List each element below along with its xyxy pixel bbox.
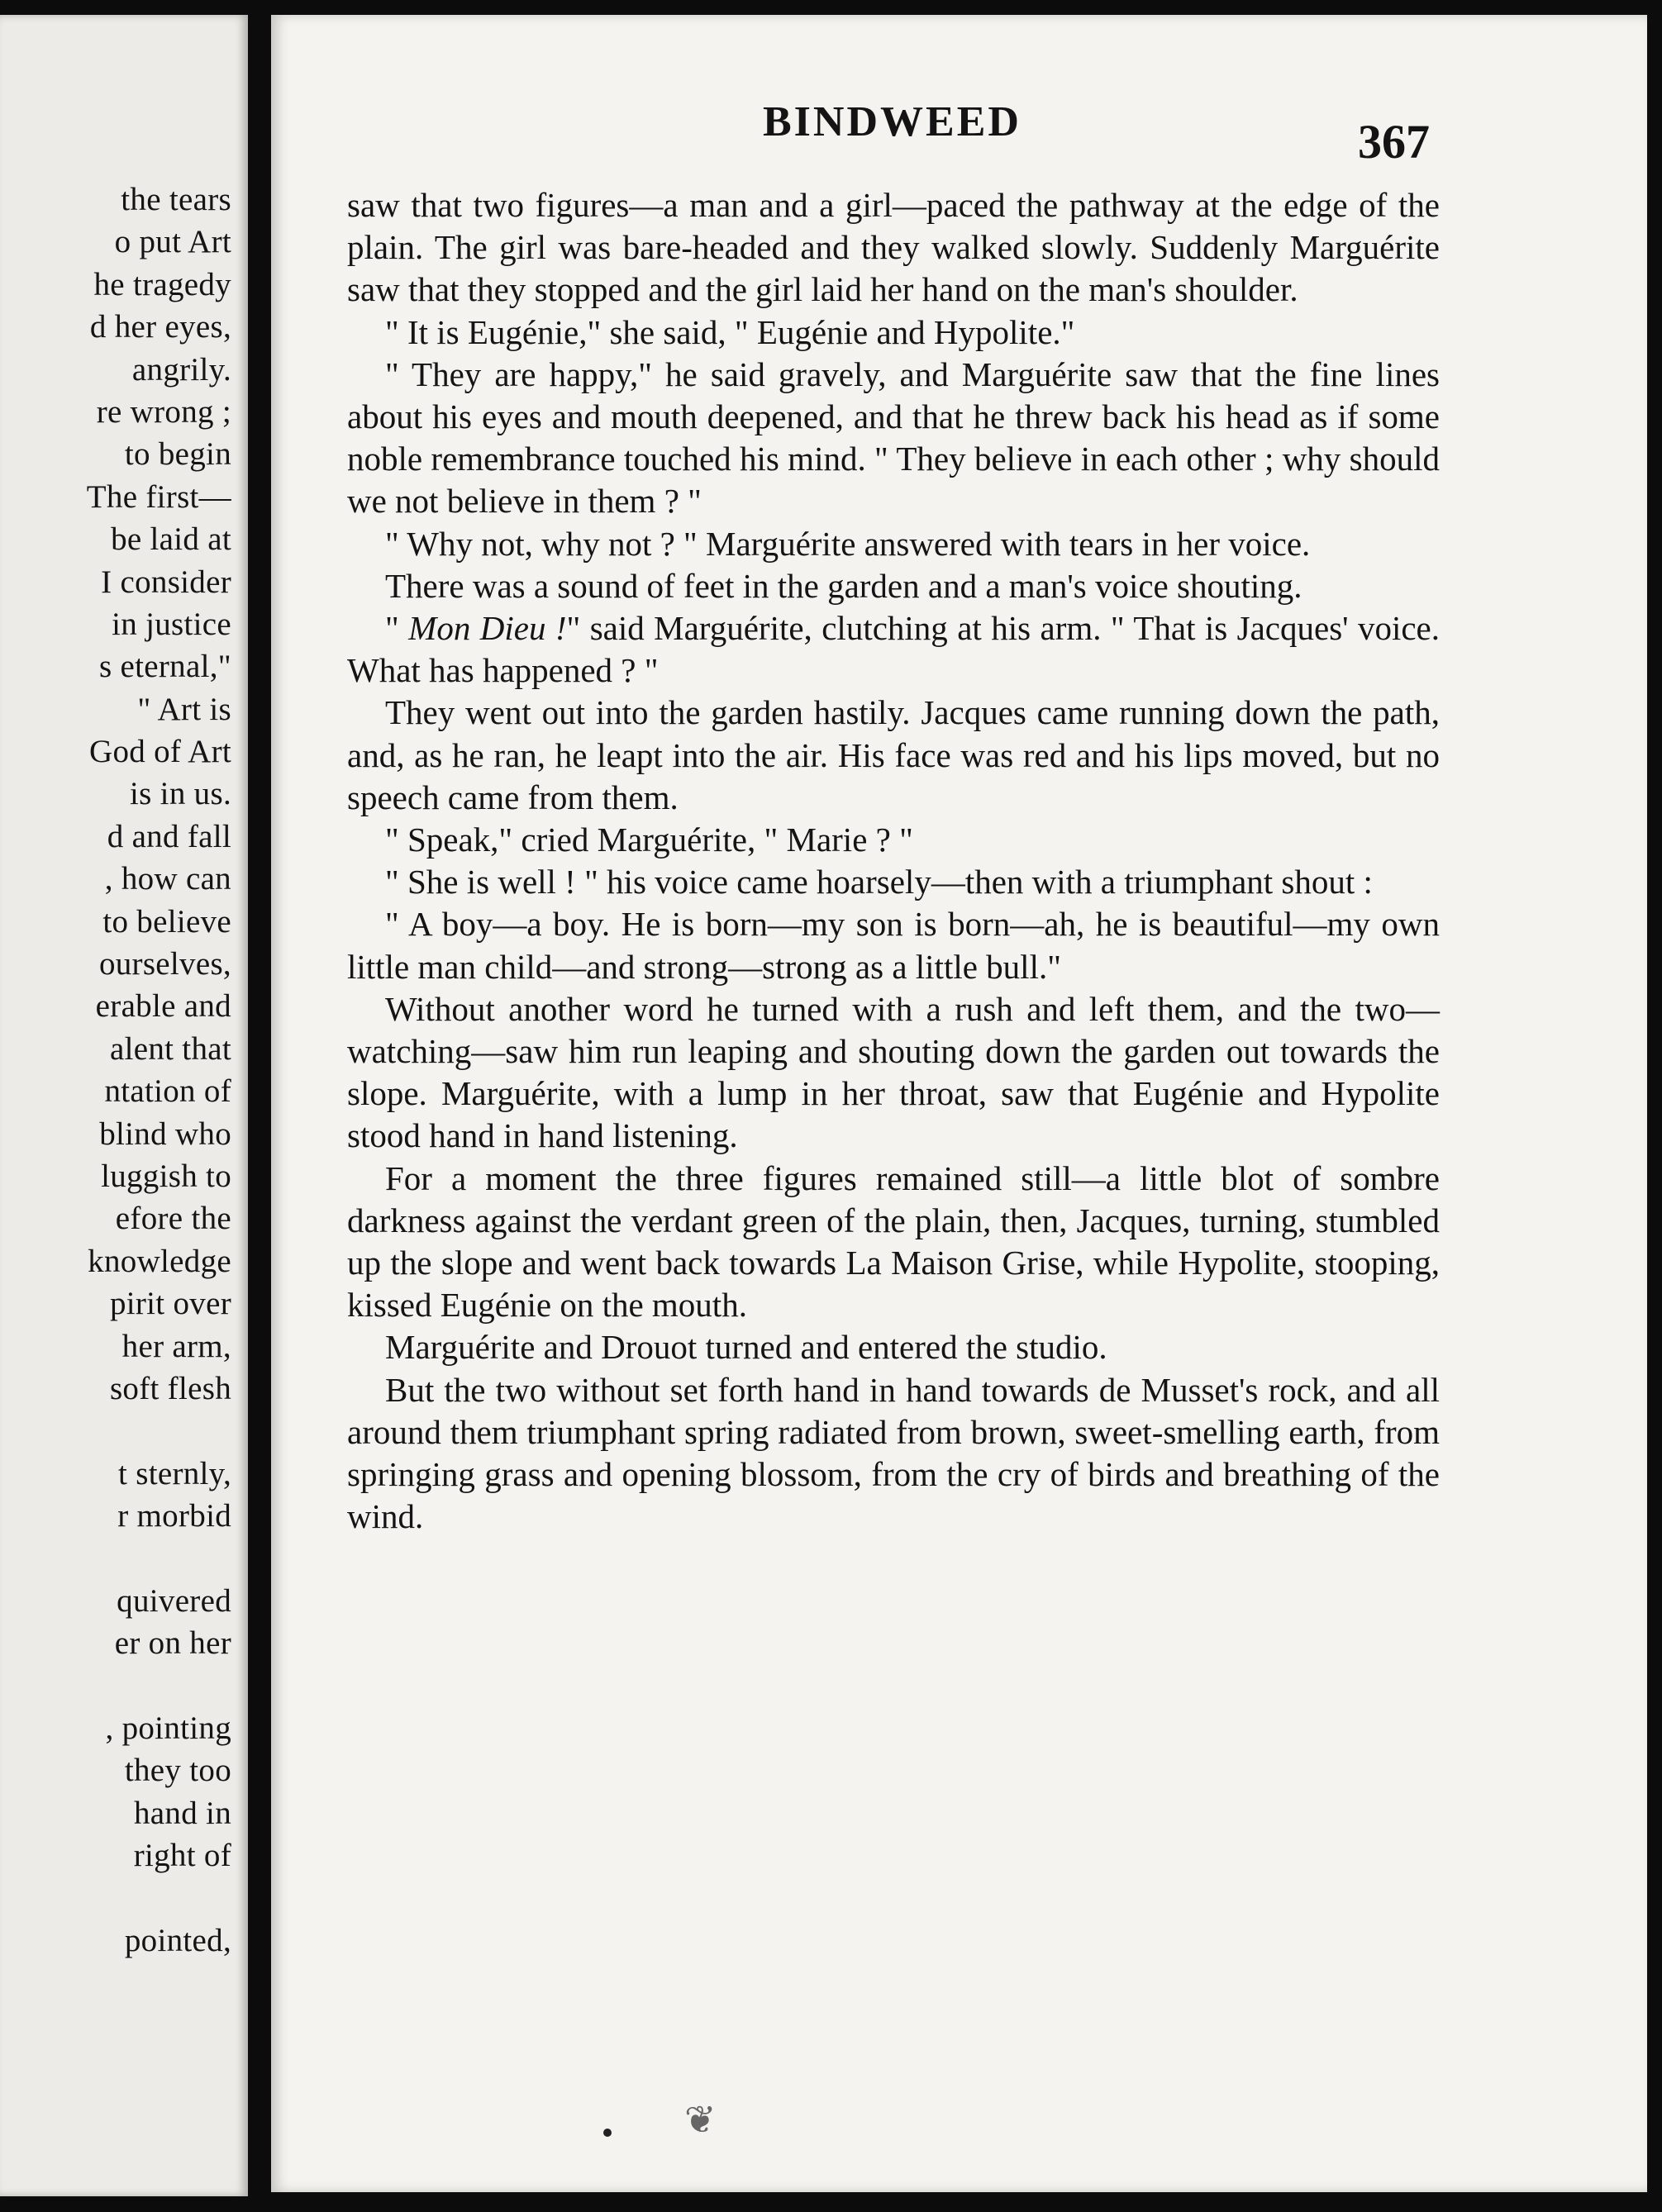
facing-page-line: s eternal," [99, 649, 231, 685]
facing-page-line: The first— [86, 478, 231, 515]
facing-page-line: to begin [124, 436, 231, 473]
facing-page-line: quivered [117, 1582, 231, 1619]
facing-page-line: d and fall [107, 818, 231, 854]
facing-page-line [0, 1877, 231, 1919]
facing-page-line: pirit over [109, 1286, 231, 1322]
italic-phrase: Mon Dieu ! [408, 609, 567, 648]
facing-page-line: t sternly, [118, 1455, 231, 1491]
facing-page-line: to believe [102, 903, 231, 940]
running-head: BINDWEED [763, 98, 1021, 145]
ink-speck [603, 2129, 612, 2137]
printer-ornament-icon: ❦ [684, 2099, 717, 2141]
facing-page-line: right of [133, 1838, 231, 1874]
facing-page-line: , how can [104, 861, 231, 897]
page-header [271, 98, 1647, 169]
facing-page [0, 15, 248, 2196]
paragraph: " It is Eugénie," she said, " Eugénie and Hypolite." [385, 312, 1075, 351]
facing-page-line: angrily. [131, 351, 231, 388]
facing-page-line: ourselves, [98, 946, 231, 982]
facing-page-line: I consider [101, 564, 231, 600]
facing-page-line: he tragedy [93, 266, 231, 302]
facing-page-line: in justice [112, 606, 231, 642]
paragraph: " Why not, why not ? " Marguérite answered with tears in her voice. [385, 524, 1311, 563]
facing-page-line: d her eyes, [89, 309, 231, 345]
facing-page-line: o put Art [114, 224, 231, 260]
paragraph: Marguérite and Drouot turned and entered the studio. [385, 1328, 1107, 1367]
paragraph: But the two without set forth hand in hand towards de Musset's rock, and all around them triumphant spring radiated from brown, sweet-smelling earth, from springing grass and opening blossom, from the cry of birds and breathing of the wind. [347, 1370, 1440, 1536]
book-page [271, 15, 1647, 2192]
paragraph: For a moment the three figures remained still—a little blot of sombre darkness against the verdant green of the plain, then, Jacques, turning, stumbled up the slope and went back towards La Maison Grise, while Hypolite, stooping, kissed Eugénie on the mouth. [347, 1158, 1440, 1325]
paragraph: " Speak," cried Marguérite, " Marie ? " [385, 821, 913, 859]
facing-page-line: " Art is [137, 691, 231, 727]
facing-page-line: efore the [115, 1201, 231, 1237]
body-text [347, 184, 1440, 1539]
facing-page-line: God of Art [89, 734, 231, 770]
facing-page-line: re wrong ; [96, 393, 231, 430]
facing-page-line: , pointing [105, 1710, 231, 1747]
facing-page-line: is in us. [130, 776, 231, 812]
facing-page-line: blind who [99, 1116, 231, 1152]
paragraph: " She is well ! " his voice came hoarsely—then with a triumphant shout : [385, 863, 1373, 901]
paragraph: saw that two figures—a man and a girl—paced the pathway at the edge of the plain. The girl was bare-headed and they walked slowly. Suddenly Marguérite saw that they stopped and the girl laid her hand on the man's shoulder. [347, 186, 1440, 309]
facing-page-line [0, 1410, 231, 1452]
facing-page-line: luggish to [101, 1158, 231, 1194]
paragraph: " They are happy," he said gravely, and Marguérite saw that the fine lines about his eyes and mouth deepened, and that he threw back his head as if some noble remembrance touched his mind. " They believe in each other ; why should we not believe in them ? " [347, 354, 1440, 521]
facing-page-line: soft flesh [109, 1370, 231, 1406]
paragraph: " Mon Dieu !" said Marguérite, clutching at his arm. " That is Jacques' voice. What has happened ? " [347, 609, 1440, 690]
facing-page-line: pointed, [124, 1923, 231, 1959]
paragraph: There was a sound of feet in the garden and a man's voice shouting. [385, 566, 1302, 605]
facing-page-line: they too [124, 1753, 231, 1789]
facing-page-line: ntation of [104, 1073, 231, 1110]
facing-page-line: knowledge [88, 1243, 231, 1279]
facing-page-line: erable and [95, 988, 231, 1025]
facing-page-line [0, 1538, 231, 1580]
facing-page-line: er on her [114, 1625, 231, 1662]
facing-page-line: hand in [134, 1795, 231, 1831]
facing-page-line [0, 1665, 231, 1707]
facing-page-line: alent that [109, 1030, 231, 1067]
paragraph: They went out into the garden hastily. Jacques came running down the path, and, as he ran, he leapt into the air. His face was red and his lips moved, but no speech came from them. [347, 693, 1440, 816]
facing-page-line: her arm, [121, 1328, 231, 1364]
facing-page-text [0, 178, 231, 1962]
facing-page-line: the tears [121, 182, 231, 217]
facing-page-line: r morbid [117, 1498, 231, 1534]
paragraph: Without another word he turned with a rush and left them, and the two—watching—saw him run leaping and shouting down the garden out towards the slope. Marguérite, with a lump in her throat, saw that Eugénie and Hypolite stood hand in hand listening. [347, 989, 1440, 1155]
facing-page-line: be laid at [111, 521, 231, 558]
page-number: 367 [1358, 115, 1430, 169]
paragraph: " A boy—a boy. He is born—my son is born—ah, he is beautiful—my own little man child—and strong—strong as a little bull." [347, 905, 1440, 986]
